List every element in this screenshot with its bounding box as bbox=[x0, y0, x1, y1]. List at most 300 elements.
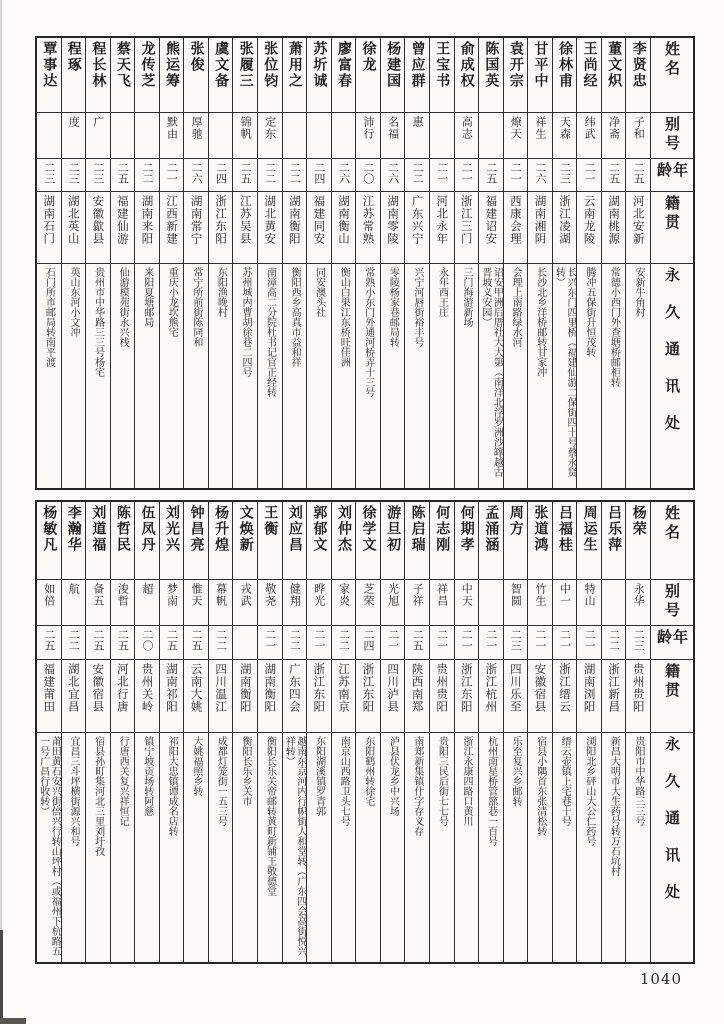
person-name: 周运生 bbox=[581, 505, 598, 553]
person-alias-cell bbox=[283, 579, 307, 625]
person-native-place-cell bbox=[381, 659, 405, 732]
person-address-cell bbox=[356, 263, 380, 488]
person-alias-cell bbox=[37, 112, 61, 158]
person-age-cell bbox=[553, 158, 577, 191]
person-alias: 浚哲 bbox=[116, 583, 130, 607]
header-address-cell bbox=[651, 263, 693, 488]
person-name-cell bbox=[528, 38, 552, 112]
person-column bbox=[37, 502, 62, 962]
person-age: 二三 bbox=[632, 629, 646, 651]
person-address-cell bbox=[111, 732, 135, 962]
person-column bbox=[62, 38, 87, 488]
person-column bbox=[86, 38, 111, 488]
person-age: 二一 bbox=[435, 162, 449, 184]
person-column bbox=[356, 502, 381, 962]
person-native-place-cell bbox=[86, 659, 110, 732]
person-name: 虞文备 bbox=[213, 41, 230, 89]
person-alias: 健翔 bbox=[288, 583, 302, 607]
person-name-cell bbox=[528, 502, 552, 579]
person-age: 二一 bbox=[460, 162, 474, 184]
person-address: 南漳高二分院杜书记官正经转 bbox=[264, 267, 276, 397]
person-column bbox=[405, 38, 430, 488]
person-age: 二五 bbox=[484, 162, 498, 184]
person-address-cell bbox=[332, 732, 356, 962]
header-alias-cell bbox=[651, 112, 693, 158]
person-name: 孟涌涵 bbox=[483, 505, 500, 553]
person-alias-cell bbox=[381, 112, 405, 158]
person-age: 二四 bbox=[312, 162, 326, 184]
person-native-place: 福建莆田 bbox=[42, 663, 57, 713]
person-address-cell bbox=[160, 263, 184, 488]
person-name-cell bbox=[209, 502, 233, 579]
person-address-cell bbox=[504, 263, 528, 488]
person-age-cell bbox=[233, 158, 257, 191]
person-native-place-cell bbox=[553, 659, 577, 732]
person-name: 刘仲杰 bbox=[335, 505, 352, 553]
person-address: 诏安甲洲后厝社大大第（南洋北浮罗洲沙罉越古晋坡义安园） bbox=[479, 267, 503, 477]
person-column bbox=[381, 38, 406, 488]
person-name-cell bbox=[258, 38, 282, 112]
person-alias-cell bbox=[184, 112, 208, 158]
person-address: 仙游模苑街永兴栈 bbox=[117, 267, 129, 347]
person-address: 南京山西路卫头七号 bbox=[338, 736, 350, 826]
person-name-cell bbox=[553, 38, 577, 112]
person-name-cell bbox=[455, 502, 479, 579]
person-native-place-cell bbox=[356, 659, 380, 732]
person-name-cell bbox=[135, 502, 159, 579]
person-age: 二二 bbox=[337, 629, 351, 651]
person-native-place-cell bbox=[626, 191, 650, 263]
person-alias: 子祥 bbox=[411, 583, 425, 607]
person-name-cell bbox=[626, 38, 650, 112]
person-name-cell bbox=[307, 502, 331, 579]
person-name-cell bbox=[405, 502, 429, 579]
person-alias-cell bbox=[577, 112, 601, 158]
person-address-cell bbox=[184, 263, 208, 488]
person-column bbox=[528, 38, 553, 488]
table-header-column bbox=[651, 502, 693, 962]
person-native-place: 河北行唐 bbox=[115, 663, 130, 713]
person-name-cell bbox=[37, 38, 61, 112]
person-name-cell bbox=[283, 38, 307, 112]
person-name-cell bbox=[62, 38, 86, 112]
person-age-cell bbox=[356, 158, 380, 191]
person-alias: 燎天 bbox=[509, 116, 523, 140]
person-name: 徐学文 bbox=[360, 505, 377, 553]
person-address-cell bbox=[307, 732, 331, 962]
person-age-cell bbox=[135, 625, 159, 659]
person-name: 刘道福 bbox=[90, 505, 107, 553]
person-native-place-cell bbox=[528, 191, 552, 263]
person-alias-cell bbox=[307, 112, 331, 158]
person-age-cell bbox=[37, 158, 61, 191]
person-age-cell bbox=[626, 158, 650, 191]
person-name: 熊运筹 bbox=[164, 41, 181, 89]
person-address-cell bbox=[626, 263, 650, 488]
person-name: 张道鸿 bbox=[532, 505, 549, 553]
person-column bbox=[455, 38, 480, 488]
person-name: 王宝书 bbox=[434, 41, 451, 89]
person-age-cell bbox=[332, 625, 356, 659]
person-alias-cell bbox=[86, 112, 110, 158]
person-age: 二〇 bbox=[140, 629, 154, 651]
person-age-cell bbox=[405, 625, 429, 659]
person-name-cell bbox=[184, 502, 208, 579]
person-native-place-cell bbox=[602, 191, 626, 263]
person-age: 二二 bbox=[140, 162, 154, 184]
person-age-cell bbox=[184, 625, 208, 659]
person-address: 宿县小隅首东张清松转 bbox=[534, 736, 546, 836]
person-name: 伍凤丹 bbox=[139, 505, 156, 553]
person-alias-cell bbox=[430, 112, 454, 158]
person-native-place-cell bbox=[209, 191, 233, 263]
person-name: 李贤忠 bbox=[630, 41, 647, 89]
person-alias-cell bbox=[258, 112, 282, 158]
person-column bbox=[405, 502, 430, 962]
scan-edge-artifact bbox=[0, 930, 3, 1024]
person-address-cell bbox=[602, 732, 626, 962]
person-address-cell bbox=[160, 732, 184, 962]
person-name-cell bbox=[62, 502, 86, 579]
person-native-place: 福建仙游 bbox=[115, 195, 130, 245]
person-address-cell bbox=[602, 263, 626, 488]
person-age-cell bbox=[504, 625, 528, 659]
person-name: 杨敏凡 bbox=[41, 505, 58, 553]
person-name-cell bbox=[283, 502, 307, 579]
person-name: 苏圻诚 bbox=[311, 41, 328, 89]
header-alias: 别号 bbox=[663, 583, 681, 621]
person-age-cell bbox=[602, 625, 626, 659]
person-alias: 如倍 bbox=[42, 583, 56, 607]
person-alias-cell bbox=[528, 112, 552, 158]
person-native-place: 安徽宿县 bbox=[533, 663, 548, 713]
person-column bbox=[111, 38, 136, 488]
person-address-cell bbox=[62, 732, 86, 962]
person-column bbox=[356, 38, 381, 488]
person-name: 龙传芝 bbox=[139, 41, 156, 89]
person-name-cell bbox=[258, 502, 282, 579]
person-alias: 天森 bbox=[558, 116, 572, 140]
person-alias: 备五 bbox=[91, 583, 105, 607]
person-address-cell bbox=[381, 263, 405, 488]
person-age: 二一 bbox=[435, 629, 449, 651]
person-native-place-cell bbox=[479, 191, 503, 263]
person-age: 二二 bbox=[263, 162, 277, 184]
person-age: 二一 bbox=[312, 629, 326, 651]
person-alias-cell bbox=[307, 579, 331, 625]
person-native-place-cell bbox=[553, 191, 577, 263]
person-address: 兴宁河唇街裕丰号 bbox=[411, 267, 423, 347]
person-alias: 名福 bbox=[386, 116, 400, 140]
person-native-place: 湖南浏阳 bbox=[582, 663, 597, 713]
person-alias-cell bbox=[479, 579, 503, 625]
header-native-place-cell bbox=[651, 191, 693, 263]
person-address: 衡阳长乐关帝邮转黄町新铺王敬德堂 bbox=[264, 736, 276, 896]
person-alias: 中天 bbox=[460, 583, 474, 607]
person-native-place: 江苏常熟 bbox=[361, 195, 376, 245]
person-name: 吕福桂 bbox=[557, 505, 574, 553]
person-native-place: 浙江东阳 bbox=[361, 663, 376, 713]
person-age: 二五 bbox=[607, 162, 621, 184]
person-alias: 净斋 bbox=[607, 116, 621, 140]
person-address: 浙江永康四路口黄川 bbox=[461, 736, 473, 826]
person-age: 二五 bbox=[91, 629, 105, 651]
person-native-place: 江西新建 bbox=[165, 195, 180, 245]
person-address-cell bbox=[258, 263, 282, 488]
person-native-place: 浙江东阳 bbox=[214, 195, 229, 245]
person-alias-cell bbox=[626, 579, 650, 625]
person-alias-cell bbox=[62, 579, 86, 625]
person-address-cell bbox=[184, 732, 208, 962]
person-native-place-cell bbox=[283, 191, 307, 263]
person-address: 东阳鹤州转徐宅 bbox=[362, 736, 374, 806]
person-address-cell bbox=[209, 263, 233, 488]
person-native-place: 浙江东阳 bbox=[312, 663, 327, 713]
person-alias-cell bbox=[504, 579, 528, 625]
person-age: 二二 bbox=[411, 162, 425, 184]
person-age: 二五 bbox=[190, 629, 204, 651]
person-age-cell bbox=[356, 625, 380, 659]
person-name-cell bbox=[479, 38, 503, 112]
person-column bbox=[283, 502, 308, 962]
person-native-place-cell bbox=[37, 191, 61, 263]
person-name: 钟昌亮 bbox=[188, 505, 205, 553]
person-name: 杨建国 bbox=[385, 41, 402, 89]
person-native-place: 湖南常宁 bbox=[189, 195, 204, 245]
person-native-place-cell bbox=[381, 191, 405, 263]
person-address: 常宁所前街陈同和 bbox=[190, 267, 202, 347]
person-address: 衡阳西乡高真市益和祥 bbox=[289, 267, 301, 367]
person-column bbox=[233, 502, 258, 962]
person-age: 二三 bbox=[558, 162, 572, 184]
person-address: 重庆小龙坎熊宅 bbox=[166, 267, 178, 337]
person-age: 二五 bbox=[632, 162, 646, 184]
person-name: 徐龙 bbox=[360, 41, 377, 73]
header-name: 姓名 bbox=[663, 41, 681, 79]
person-native-place: 广东兴宁 bbox=[410, 195, 425, 245]
header-name-cell bbox=[651, 502, 693, 579]
person-name-cell bbox=[356, 502, 380, 579]
person-age-cell bbox=[135, 158, 159, 191]
person-column bbox=[332, 38, 357, 488]
person-column bbox=[184, 502, 209, 962]
person-native-place-cell bbox=[577, 659, 601, 732]
person-native-place: 云南大姚 bbox=[189, 663, 204, 713]
person-name-cell bbox=[307, 38, 331, 112]
person-native-place: 浙江东阳 bbox=[459, 663, 474, 713]
person-alias-cell bbox=[553, 112, 577, 158]
person-native-place: 湖北宜昌 bbox=[66, 663, 81, 713]
person-native-place-cell bbox=[62, 659, 86, 732]
person-column bbox=[553, 38, 578, 488]
person-column bbox=[233, 38, 258, 488]
person-native-place: 江苏南京 bbox=[336, 663, 351, 713]
person-column bbox=[135, 502, 160, 962]
person-name: 张位钧 bbox=[262, 41, 279, 89]
person-alias: 广 bbox=[91, 116, 105, 128]
person-address: 贵阳三民后街七七号 bbox=[436, 736, 448, 826]
person-age-cell bbox=[381, 625, 405, 659]
person-alias-cell bbox=[37, 579, 61, 625]
person-address: 常德小西门外查塘桥邮柜转 bbox=[608, 267, 620, 387]
header-name-cell bbox=[651, 38, 693, 112]
person-address-cell bbox=[86, 732, 110, 962]
person-native-place-cell bbox=[209, 659, 233, 732]
person-address: 莆田黄石安兴街倍兴行转山坪村（或福州下杭路五一号广昌行收转） bbox=[37, 736, 61, 956]
person-native-place: 浙江杭州 bbox=[484, 663, 499, 713]
person-native-place-cell bbox=[233, 191, 257, 263]
person-address-cell bbox=[528, 263, 552, 488]
person-address-cell bbox=[135, 732, 159, 962]
person-address-cell bbox=[430, 732, 454, 962]
person-name: 刘光兴 bbox=[164, 505, 181, 553]
person-age-cell bbox=[455, 625, 479, 659]
person-name: 王尚经 bbox=[581, 41, 598, 89]
person-age-cell bbox=[209, 158, 233, 191]
person-age: 二三 bbox=[42, 162, 56, 184]
person-address: 永年西王庄 bbox=[436, 267, 448, 317]
header-native-place: 籍贯 bbox=[663, 663, 681, 701]
person-native-place-cell bbox=[160, 659, 184, 732]
person-address: 乐至复兴乡邮转 bbox=[510, 736, 522, 806]
person-address: 泸县伏龙乡中兴场 bbox=[387, 736, 399, 816]
person-native-place: 湖南祁阳 bbox=[165, 663, 180, 713]
person-address-cell bbox=[62, 263, 86, 488]
person-column bbox=[209, 502, 234, 962]
person-alias-cell bbox=[455, 579, 479, 625]
person-native-place: 安徽歙县 bbox=[91, 195, 106, 245]
person-name-cell bbox=[332, 38, 356, 112]
person-name-cell bbox=[381, 502, 405, 579]
person-address: 常熟小东门外通河桥弄十三号 bbox=[362, 267, 374, 397]
person-native-place: 湖南衡阳 bbox=[263, 663, 278, 713]
person-address: 同安澳头社 bbox=[313, 267, 325, 317]
person-address: 长沙北乡洋桥邮转甘家冲 bbox=[534, 267, 546, 377]
person-address: 苏州城内曹胡徐巷二四号 bbox=[239, 267, 251, 377]
person-address-cell bbox=[455, 263, 479, 488]
header-address-cell bbox=[651, 732, 693, 962]
person-age-cell bbox=[479, 625, 503, 659]
person-native-place-cell bbox=[135, 659, 159, 732]
person-address: 大姚福照乡转 bbox=[190, 736, 202, 796]
person-alias-cell bbox=[332, 579, 356, 625]
person-age-cell bbox=[86, 625, 110, 659]
person-age: 二六 bbox=[337, 162, 351, 184]
person-native-place-cell bbox=[258, 659, 282, 732]
header-alias: 别号 bbox=[663, 116, 681, 154]
person-alias: 家炎 bbox=[337, 583, 351, 607]
person-name-cell bbox=[405, 38, 429, 112]
person-name-cell bbox=[135, 38, 159, 112]
person-name: 杨升煌 bbox=[213, 505, 230, 553]
person-native-place-cell bbox=[37, 659, 61, 732]
person-alias: 度 bbox=[67, 116, 81, 128]
header-age-cell bbox=[651, 625, 693, 659]
person-name: 程琢 bbox=[65, 41, 82, 73]
person-name: 覃事达 bbox=[41, 41, 58, 89]
person-age-cell bbox=[307, 158, 331, 191]
person-name-cell bbox=[37, 502, 61, 579]
person-age-cell bbox=[258, 158, 282, 191]
person-alias-cell bbox=[504, 112, 528, 158]
person-native-place-cell bbox=[184, 191, 208, 263]
person-age-cell bbox=[283, 158, 307, 191]
person-column bbox=[504, 38, 529, 488]
person-native-place-cell bbox=[62, 191, 86, 263]
person-alias: 默由 bbox=[165, 116, 179, 140]
person-alias: 惟天 bbox=[190, 583, 204, 607]
header-native-place: 籍贯 bbox=[663, 195, 681, 233]
person-alias-cell bbox=[86, 579, 110, 625]
person-native-place: 福建诏安 bbox=[484, 195, 499, 245]
person-alias-cell bbox=[577, 579, 601, 625]
person-native-place-cell bbox=[455, 191, 479, 263]
person-alias: 智圆 bbox=[509, 583, 523, 607]
person-address: 宜昌三斗坪横街源兴和号 bbox=[68, 736, 80, 846]
person-age: 二三 bbox=[509, 629, 523, 651]
person-native-place-cell bbox=[455, 659, 479, 732]
person-native-place: 贵州贵阳 bbox=[435, 663, 450, 713]
person-address-cell bbox=[307, 263, 331, 488]
person-age-cell bbox=[62, 158, 86, 191]
person-native-place-cell bbox=[307, 659, 331, 732]
person-native-place-cell bbox=[356, 191, 380, 263]
person-age: 二四 bbox=[362, 629, 376, 651]
person-age: 二五 bbox=[239, 162, 253, 184]
person-name: 程长林 bbox=[90, 41, 107, 89]
header-alias-cell bbox=[651, 579, 693, 625]
person-age: 二一 bbox=[583, 162, 597, 184]
person-column bbox=[160, 38, 185, 488]
person-address: 零陵杨家巷邮局转 bbox=[387, 267, 399, 347]
scan-edge-artifact bbox=[0, 1018, 26, 1024]
person-age: 二二 bbox=[288, 629, 302, 651]
person-address: 浏阳北乡砰山大公仁药号 bbox=[583, 736, 595, 846]
person-native-place-cell bbox=[332, 191, 356, 263]
person-name-cell bbox=[86, 38, 110, 112]
person-address-cell bbox=[37, 732, 61, 962]
person-address-cell bbox=[504, 732, 528, 962]
person-native-place-cell bbox=[258, 191, 282, 263]
header-name: 姓名 bbox=[663, 505, 681, 543]
person-column bbox=[111, 502, 136, 962]
person-age-cell bbox=[602, 158, 626, 191]
person-native-place: 湖南衡阳 bbox=[238, 663, 253, 713]
person-column bbox=[184, 38, 209, 488]
person-address-cell bbox=[405, 263, 429, 488]
person-native-place-cell bbox=[430, 659, 454, 732]
person-native-place: 四川乐至 bbox=[508, 663, 523, 713]
person-name: 张俊 bbox=[188, 41, 205, 73]
person-column bbox=[381, 502, 406, 962]
person-address: 长兴东门四里桥（福建仙游二保街四十号蔡永贤转） bbox=[553, 267, 577, 477]
person-native-place-cell bbox=[479, 659, 503, 732]
person-alias: 戎武 bbox=[239, 583, 253, 607]
person-address-cell bbox=[577, 732, 601, 962]
person-name-cell bbox=[553, 502, 577, 579]
person-age: 二一 bbox=[533, 629, 547, 651]
person-age-cell bbox=[577, 625, 601, 659]
person-name: 何期孝 bbox=[458, 505, 475, 553]
person-address-cell bbox=[479, 732, 503, 962]
person-address: 越南东京河内行帜街人和堂转（广东四会高街悦兴祥转） bbox=[283, 736, 306, 956]
person-alias-cell bbox=[332, 112, 356, 158]
person-age: 二五 bbox=[165, 629, 179, 651]
person-native-place: 湖南衡山 bbox=[336, 195, 351, 245]
person-address-cell bbox=[135, 263, 159, 488]
person-age-cell bbox=[307, 625, 331, 659]
person-age: 二六 bbox=[533, 162, 547, 184]
